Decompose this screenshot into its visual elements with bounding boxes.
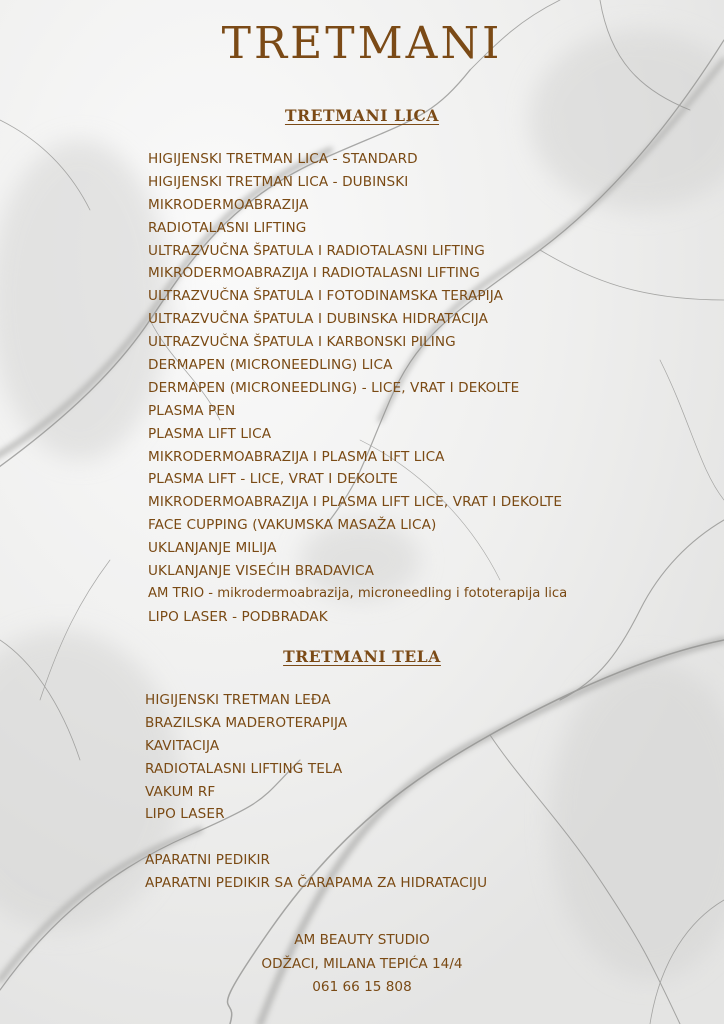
body-section-heading-text: TRETMANI TELA — [283, 647, 441, 666]
list-item: LIPO LASER — [145, 806, 225, 823]
list-item: APARATNI PEDIKIR — [145, 852, 271, 869]
list-item: APARATNI PEDIKIR SA ČARAPAMA ZA HIDRATACIJU — [145, 875, 488, 892]
list-item: ULTRAZVUČNA ŠPATULA I DUBINSKA HIDRATACIJA — [148, 311, 489, 328]
body-treatments-list — [145, 689, 487, 895]
list-item: UKLANJANJE VISEĆIH BRADAVICA — [148, 563, 375, 580]
face-section-heading-text: TRETMANI LICA — [284, 106, 440, 125]
list-item: MIKRODERMOABRAZIJA I RADIOTALASNI LIFTING — [148, 265, 480, 282]
list-item: VAKUM RF — [145, 783, 216, 800]
list-item: MIKRODERMOABRAZIJA — [148, 196, 309, 213]
list-item: MIKRODERMOABRAZIJA I PLASMA LIFT LICE, VRAT I DEKOLTE — [148, 494, 563, 511]
list-item: PLASMA LIFT - LICE, VRAT I DEKOLTE — [148, 471, 398, 488]
studio-name: AM BEAUTY STUDIO — [294, 932, 430, 948]
studio-address: ODŽACI, MILANA TEPIĆA 14/4 — [261, 955, 463, 972]
list-item: PLASMA LIFT LICA — [148, 425, 272, 442]
list-item: FACE CUPPING (VAKUMSKA MASAŽA LICA) — [148, 517, 437, 534]
list-item: AM TRIO - mikrodermoabrazija, microneedling i fototerapija lica — [148, 585, 568, 601]
list-item: DERMAPEN (MICRONEEDLING) LICA — [148, 357, 393, 374]
list-item: BRAZILSKA MADEROTERAPIJA — [145, 714, 348, 731]
list-item: LIPO LASER - PODBRADAK — [148, 608, 328, 625]
list-item: MIKRODERMOABRAZIJA I PLASMA LIFT LICA — [148, 448, 445, 465]
list-item: ULTRAZVUČNA ŠPATULA I KARBONSKI PILING — [148, 334, 456, 351]
list-item: RADIOTALASNI LIFTING TELA — [145, 760, 343, 777]
list-item: HIGIJENSKI TRETMAN LICA - DUBINSKI — [148, 173, 409, 190]
face-section-heading — [0, 106, 724, 125]
list-item: DERMAPEN (MICRONEEDLING) - LICE, VRAT I DEKOLTE — [148, 379, 520, 396]
studio-phone: 061 66 15 808 — [312, 979, 412, 995]
list-item: PLASMA PEN — [148, 402, 236, 419]
list-item: UKLANJANJE MILIJA — [148, 540, 277, 557]
studio-contact — [0, 929, 724, 1000]
list-item: HIGIJENSKI TRETMAN LICA - STANDARD — [148, 151, 418, 167]
body-section-heading — [0, 647, 724, 666]
page-title: TRETMANI — [221, 18, 503, 69]
list-spacer — [145, 826, 487, 849]
list-item: ULTRAZVUČNA ŠPATULA I FOTODINAMSKA TERAPIJA — [148, 288, 504, 305]
list-item: KAVITACIJA — [145, 737, 220, 754]
list-item: ULTRAZVUČNA ŠPATULA I RADIOTALASNI LIFTING — [148, 242, 485, 259]
list-item: RADIOTALASNI LIFTING — [148, 219, 307, 236]
list-item: HIGIJENSKI TRETMAN LEĐA — [145, 692, 331, 708]
face-treatments-list — [148, 148, 567, 629]
